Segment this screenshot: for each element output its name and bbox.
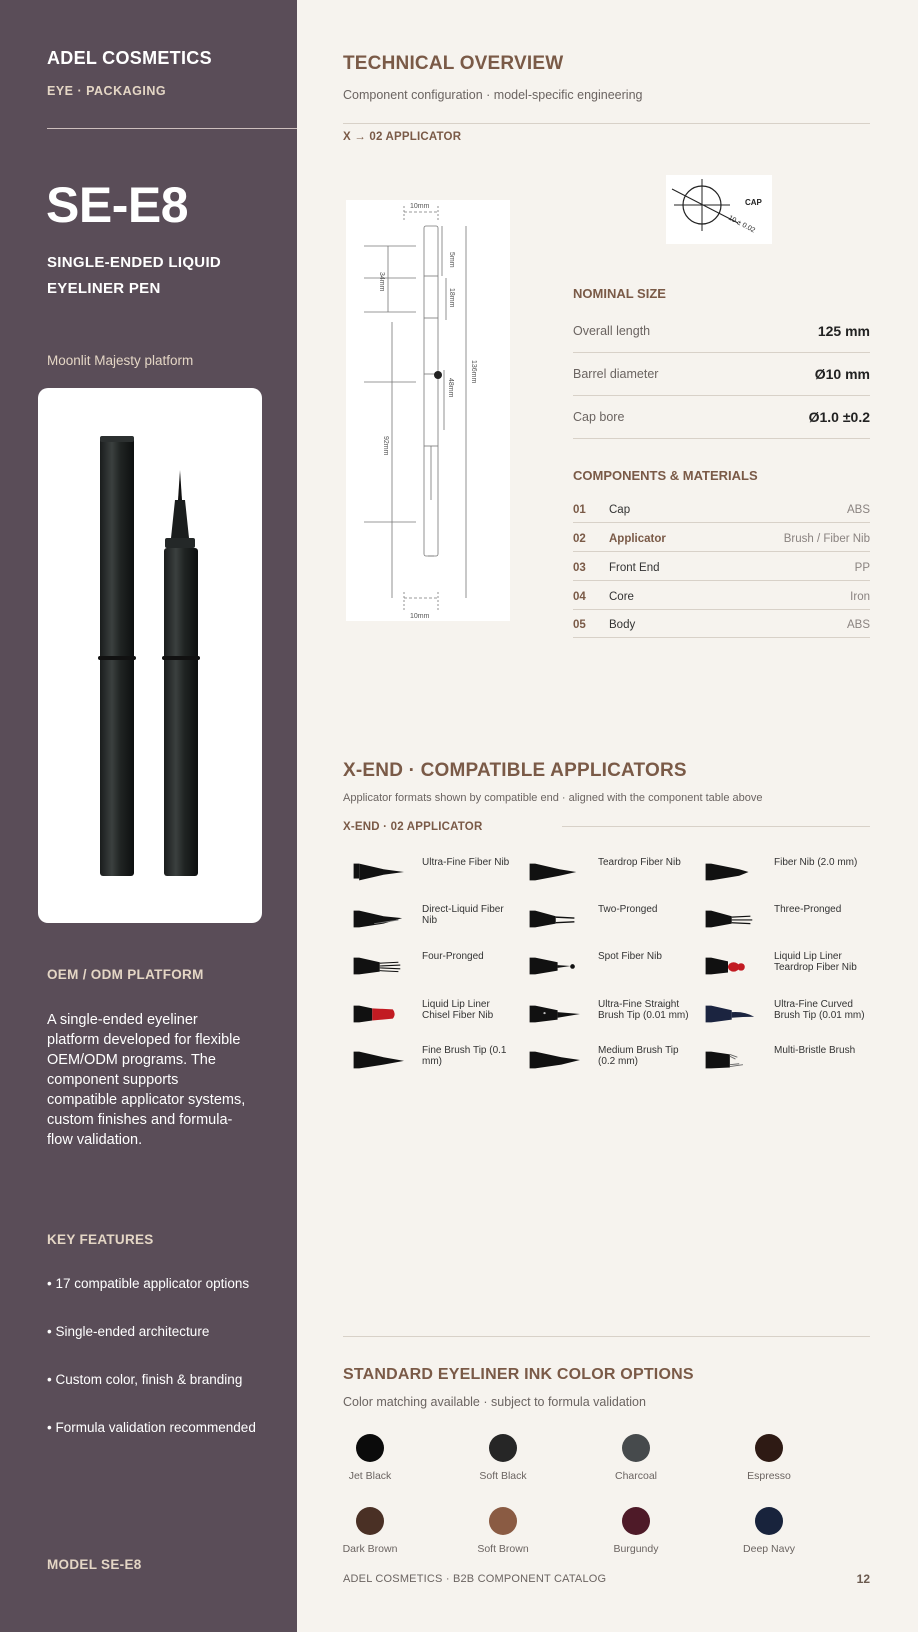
color-swatch (709, 1507, 829, 1567)
component-row (573, 552, 870, 581)
component-name: Front End (609, 562, 660, 574)
applicator-name: Multi-Bristle Brush (774, 1045, 856, 1056)
applicator-item (344, 858, 514, 898)
color-dot (755, 1507, 783, 1535)
applicator-name: Spot Fiber Nib (598, 951, 662, 962)
applicator-item (696, 1046, 866, 1086)
component-number: 05 (573, 619, 586, 631)
applicator-name: Fine Brush Tip (0.1 mm) (422, 1045, 507, 1067)
applicator-name: Fiber Nib (2.0 mm) (774, 857, 858, 868)
applicator-name: Two-Pronged (598, 904, 658, 915)
applicator-item (696, 905, 866, 945)
brand-category: EYE · PACKAGING (47, 84, 167, 98)
color-dot (622, 1507, 650, 1535)
spec-value: 125 mm (817, 323, 870, 339)
component-material: Iron (850, 591, 870, 603)
dim-cap: 34mm (378, 272, 385, 292)
component-name: Body (609, 619, 636, 631)
cap-tolerance-icon (666, 175, 772, 244)
color-dot (755, 1434, 783, 1462)
applicators-label: X-END · 02 APPLICATOR (343, 821, 483, 833)
applicator-name: Medium Brush Tip (0.2 mm) (598, 1045, 679, 1067)
colors-title: STANDARD EYELINER INK COLOR OPTIONS (343, 1366, 694, 1383)
component-name: Cap (609, 504, 631, 516)
component-row (573, 581, 870, 610)
applicator-tip-icon (344, 1046, 408, 1074)
applicator-tip-icon (696, 1046, 760, 1074)
component-material: Brush / Fiber Nib (783, 533, 870, 545)
dim-total: 136mm (470, 360, 477, 384)
color-dot (489, 1434, 517, 1462)
applicator-name: Teardrop Fiber Nib (598, 857, 681, 868)
applicator-tip-icon (344, 952, 408, 980)
applicator-item (344, 1000, 514, 1040)
applicator-item (696, 858, 866, 898)
component-name: Applicator (609, 533, 666, 545)
technical-drawing (346, 200, 510, 621)
dim-tip-2: 18mm (448, 288, 455, 308)
nominal-size-title: NOMINAL SIZE (573, 286, 666, 301)
features-title: KEY FEATURES (47, 1232, 154, 1247)
feature-item: • 17 compatible applicator options (47, 1276, 250, 1291)
model-footer: MODEL SE-E8 (47, 1557, 142, 1572)
product-name: SINGLE-ENDED LIQUID EYELINER PEN (47, 254, 222, 297)
component-material: ABS (846, 504, 870, 516)
dim-mid: 48mm (447, 378, 454, 398)
applicator-tip-icon (520, 1046, 584, 1074)
pen-dimension-drawing (346, 200, 510, 621)
spec-label: Overall length (573, 324, 651, 338)
applicator-name: Ultra-Fine Straight Brush Tip (0.01 mm) (598, 999, 689, 1021)
product-photo (38, 388, 262, 923)
spec-row (573, 310, 870, 353)
component-number: 03 (573, 562, 586, 574)
spec-row (573, 396, 870, 439)
technical-subtitle: Component configuration · model-specific engineering (343, 88, 643, 102)
color-name: Jet Black (348, 1470, 392, 1482)
features-list (47, 1276, 256, 1468)
platform-name: Moonlit Majesty platform (47, 353, 194, 368)
components-title: COMPONENTS & MATERIALS (573, 468, 758, 483)
divider (47, 128, 297, 129)
applicator-item (344, 952, 514, 992)
color-swatch (576, 1507, 696, 1567)
colors-subtitle: Color matching available · subject to formula validation (343, 1395, 646, 1409)
applicator-item (344, 905, 514, 945)
color-name: Charcoal (614, 1470, 658, 1482)
applicator-name: Direct-Liquid Fiber Nib (422, 904, 504, 926)
component-number: 04 (573, 591, 586, 603)
applicator-item (520, 1000, 690, 1040)
applicator-item (344, 1046, 514, 1086)
color-swatch (576, 1434, 696, 1494)
applicator-item (520, 858, 690, 898)
component-row (573, 523, 870, 552)
applicator-tip-icon (520, 858, 584, 886)
color-swatch (310, 1507, 430, 1567)
applicator-name: Ultra-Fine Curved Brush Tip (0.01 mm) (774, 999, 865, 1021)
color-name: Deep Navy (743, 1543, 795, 1555)
applicator-tip-icon (344, 858, 408, 886)
applicator-tip-icon (344, 1000, 408, 1028)
divider (562, 826, 870, 827)
applicators-subtitle: Applicator formats shown by compatible end · aligned with the component table above (343, 792, 763, 804)
applicator-tip-icon (344, 905, 408, 933)
cap-tolerance: 10 ± 0.02 (727, 214, 757, 235)
applicator-tip-icon (520, 1000, 584, 1028)
applicator-tip-icon (696, 1000, 760, 1028)
applicator-tip-icon (520, 905, 584, 933)
spec-value: Ø1.0 ±0.2 (808, 409, 870, 425)
dim-bottom-width: 10mm (410, 613, 430, 620)
color-name: Burgundy (613, 1543, 659, 1555)
cap-label: CAP (745, 198, 762, 207)
technical-title: TECHNICAL OVERVIEW (343, 53, 564, 74)
color-name: Soft Black (479, 1470, 527, 1482)
applicator-tip-icon (520, 952, 584, 980)
applicator-name: Four-Pronged (422, 951, 484, 962)
brand-name: ADEL COSMETICS (47, 48, 212, 68)
component-row (573, 494, 870, 523)
applicator-name: Liquid Lip Liner Chisel Fiber Nib (422, 999, 494, 1021)
component-number: 02 (573, 533, 586, 545)
page-number: 12 (856, 1572, 870, 1586)
color-dot (489, 1507, 517, 1535)
spec-label: Cap bore (573, 410, 625, 424)
dim-tip-1: 5mm (448, 252, 455, 268)
component-name: Core (609, 591, 634, 603)
applicator-name: Ultra-Fine Fiber Nib (422, 857, 510, 868)
model-title: SE-E8 (46, 177, 189, 233)
component-number: 01 (573, 504, 586, 516)
component-material: PP (854, 562, 870, 574)
eyeliner-pen-image (38, 388, 262, 923)
feature-item: • Formula validation recommended (47, 1420, 256, 1435)
applicator-tip-icon (696, 858, 760, 886)
color-dot (622, 1434, 650, 1462)
footer-text: ADEL COSMETICS · B2B COMPONENT CATALOG (343, 1573, 607, 1585)
color-swatch (443, 1507, 563, 1567)
oem-description: A single-ended eyeliner platform developed for flexible OEM/ODM programs. The component supports compatible applicator systems, custom finishes and formula-flow validation. (47, 1012, 246, 1148)
divider (343, 123, 870, 124)
feature-item: • Custom color, finish & branding (47, 1372, 243, 1387)
color-name: Soft Brown (477, 1543, 529, 1555)
applicator-name: Liquid Lip Liner Teardrop Fiber Nib (774, 951, 857, 973)
applicator-item (696, 1000, 866, 1040)
applicator-item (520, 952, 690, 992)
color-swatch (709, 1434, 829, 1494)
dim-body: 92mm (382, 436, 389, 456)
applicator-tip-icon (696, 952, 760, 980)
spec-row (573, 353, 870, 396)
cap-diagram (666, 175, 772, 244)
applicator-item (696, 952, 866, 992)
applicator-name: Three-Pronged (774, 904, 842, 915)
color-name: Espresso (747, 1470, 791, 1482)
applicators-title: X-END · COMPATIBLE APPLICATORS (343, 760, 687, 781)
color-dot (356, 1507, 384, 1535)
color-swatch (310, 1434, 430, 1494)
applicator-label: X → 02 APPLICATOR (343, 131, 462, 143)
color-name: Dark Brown (342, 1543, 398, 1555)
dim-top-width: 10mm (410, 203, 430, 210)
color-dot (356, 1434, 384, 1462)
component-row (573, 609, 870, 638)
component-material: ABS (846, 619, 870, 631)
spec-value: Ø10 mm (814, 366, 870, 382)
divider (343, 1336, 870, 1337)
applicator-tip-icon (696, 905, 760, 933)
sidebar (0, 0, 297, 1632)
spec-label: Barrel diameter (573, 367, 659, 381)
color-swatch (443, 1434, 563, 1494)
feature-item: • Single-ended architecture (47, 1324, 210, 1339)
applicator-item (520, 905, 690, 945)
applicator-item (520, 1046, 690, 1086)
oem-title: OEM / ODM PLATFORM (47, 967, 204, 982)
